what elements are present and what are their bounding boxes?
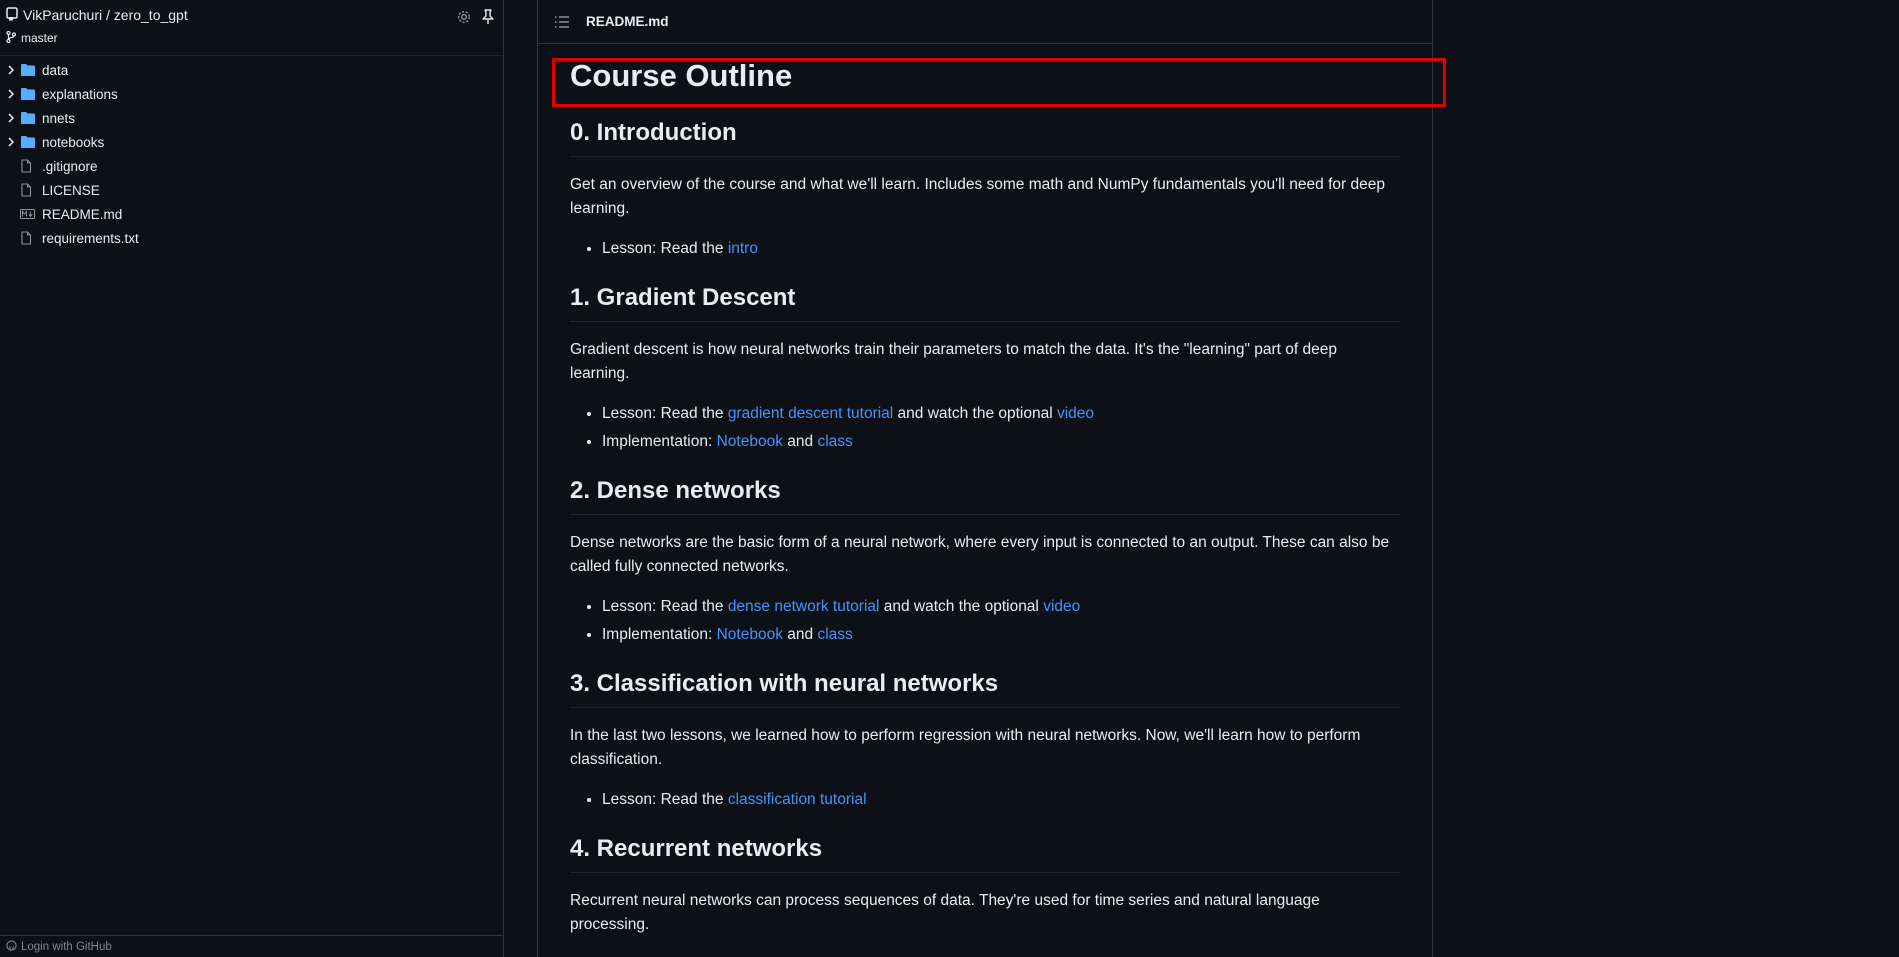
classification-tutorial-link[interactable]: classification tutorial bbox=[727, 791, 867, 808]
dense-network-video-link[interactable]: video bbox=[1043, 598, 1081, 615]
section-text: Dense networks are the basic form of a neural network, where every input is connected to an output. These can also be called fully connected networks. bbox=[570, 534, 1390, 575]
branch-name: master bbox=[21, 31, 58, 45]
gradient-descent-notebook-link[interactable]: Notebook bbox=[716, 433, 783, 450]
tree-item-label: explanations bbox=[42, 86, 118, 102]
section-heading-introduction: 0. Introduction bbox=[570, 118, 1400, 157]
section-heading-classification: 3. Classification with neural networks bbox=[570, 669, 1400, 708]
readme-panel bbox=[537, 0, 1433, 957]
list-item bbox=[602, 430, 1400, 454]
lesson-list bbox=[570, 788, 1400, 812]
section-heading-recurrent-networks: 4. Recurrent networks bbox=[570, 834, 1400, 873]
intro-link[interactable]: intro bbox=[727, 240, 758, 257]
file-tree-sidebar bbox=[0, 0, 504, 957]
chevron-right-icon[interactable] bbox=[7, 65, 17, 75]
markdown-icon bbox=[20, 206, 36, 222]
repo-icon bbox=[6, 7, 23, 24]
tree-item-explanations[interactable] bbox=[0, 82, 503, 106]
chevron-right-icon[interactable] bbox=[7, 137, 17, 147]
file-icon bbox=[20, 230, 36, 246]
section-text: Recurrent neural networks can process sequences of data. They're used for time series and natural language processing. bbox=[570, 892, 1320, 933]
section-text: Get an overview of the course and what we'll learn. Includes some math and NumPy fundamentals you'll need for deep learning. bbox=[570, 176, 1385, 217]
dense-network-tutorial-link[interactable]: dense network tutorial bbox=[727, 598, 880, 615]
section-heading-dense-networks: 2. Dense networks bbox=[570, 476, 1400, 515]
gradient-descent-class-link[interactable]: class bbox=[817, 433, 853, 450]
tree-item-label: data bbox=[42, 62, 69, 78]
gradient-descent-tutorial-link[interactable]: gradient descent tutorial bbox=[727, 405, 894, 422]
tree-item-label: .gitignore bbox=[42, 158, 98, 174]
page-title: Course Outline bbox=[570, 58, 793, 93]
folder-icon bbox=[20, 62, 36, 78]
tree-item-requirements[interactable] bbox=[0, 226, 503, 250]
list-item-text: Lesson: Read the bbox=[602, 240, 728, 257]
list-item-text: Lesson: Read the bbox=[602, 791, 728, 808]
tree-item-notebooks[interactable] bbox=[0, 130, 503, 154]
tree-item-readme[interactable] bbox=[0, 202, 503, 226]
list-item-text: Implementation: bbox=[602, 626, 717, 643]
folder-icon bbox=[20, 134, 36, 150]
login-with-github-button[interactable] bbox=[0, 935, 503, 957]
github-icon bbox=[6, 940, 21, 954]
section-heading-gradient-descent: 1. Gradient Descent bbox=[570, 283, 1400, 322]
list-item-text: and watch the optional bbox=[893, 405, 1057, 422]
lesson-list bbox=[570, 595, 1400, 647]
tree-item-label: notebooks bbox=[42, 134, 105, 150]
list-item bbox=[602, 595, 1400, 619]
settings-gear-icon[interactable] bbox=[455, 8, 473, 26]
readme-filename: README.md bbox=[586, 14, 669, 29]
list-item-text: and bbox=[782, 626, 818, 643]
outline-list-icon[interactable] bbox=[554, 15, 570, 29]
list-item-text: and watch the optional bbox=[879, 598, 1044, 615]
chevron-right-icon[interactable] bbox=[7, 89, 17, 99]
repo-link[interactable] bbox=[6, 6, 188, 24]
list-item bbox=[602, 237, 1400, 261]
tree-item-gitignore[interactable] bbox=[0, 154, 503, 178]
branch-selector[interactable] bbox=[6, 30, 58, 46]
list-item-text: Implementation: bbox=[602, 433, 717, 450]
dense-network-notebook-link[interactable]: Notebook bbox=[716, 626, 783, 643]
lesson-list bbox=[570, 237, 1400, 261]
sidebar-actions bbox=[455, 8, 497, 26]
chevron-right-icon[interactable] bbox=[7, 113, 17, 123]
tree-item-data[interactable] bbox=[0, 58, 503, 82]
branch-icon bbox=[6, 31, 21, 46]
repo-name: VikParuchuri / zero_to_gpt bbox=[23, 7, 188, 23]
folder-icon bbox=[20, 86, 36, 102]
tree-item-label: nnets bbox=[42, 110, 76, 126]
list-item-text: Lesson: Read the bbox=[602, 598, 728, 615]
tree-item-license[interactable] bbox=[0, 178, 503, 202]
list-item bbox=[602, 788, 1400, 812]
file-icon bbox=[20, 158, 36, 174]
file-icon bbox=[20, 182, 36, 198]
folder-icon bbox=[20, 110, 36, 126]
gradient-descent-video-link[interactable]: video bbox=[1056, 405, 1095, 422]
tree-item-label: README.md bbox=[42, 206, 123, 222]
dense-network-class-link[interactable]: class bbox=[817, 626, 853, 643]
list-item bbox=[602, 623, 1400, 647]
tree-item-label: requirements.txt bbox=[42, 230, 139, 246]
markdown-body bbox=[538, 56, 1432, 937]
tree-item-label: LICENSE bbox=[42, 182, 100, 198]
pin-icon[interactable] bbox=[479, 8, 497, 26]
section-text: In the last two lessons, we learned how to perform regression with neural networks. Now, we'll learn how to perform classification. bbox=[570, 727, 1361, 768]
file-tree bbox=[0, 56, 503, 250]
sidebar-header bbox=[0, 0, 503, 56]
list-item bbox=[602, 402, 1400, 426]
list-item-text: Lesson: Read the bbox=[602, 405, 728, 422]
login-label: Login with GitHub bbox=[21, 940, 112, 953]
lesson-list bbox=[570, 402, 1400, 454]
tree-item-nnets[interactable] bbox=[0, 106, 503, 130]
section-text: Gradient descent is how neural networks train their parameters to match the data. It's the "learning" part of deep learning. bbox=[570, 341, 1337, 382]
list-item-text: and bbox=[782, 433, 818, 450]
readme-header bbox=[538, 0, 1432, 44]
